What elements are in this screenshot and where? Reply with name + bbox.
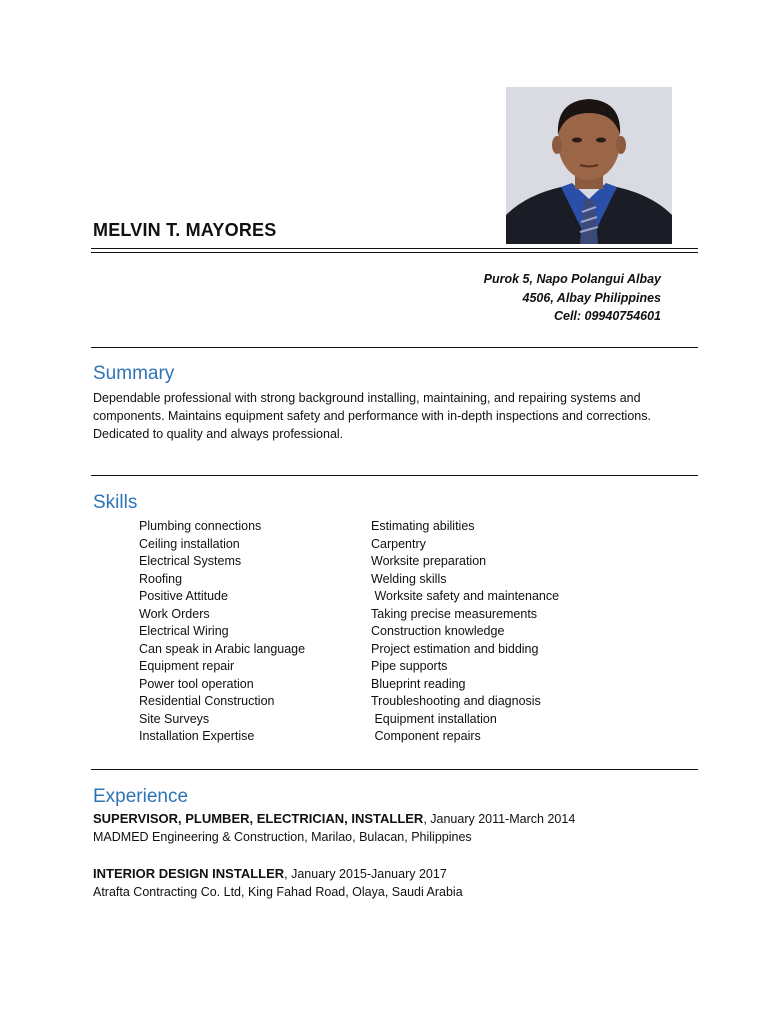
skill-item: Construction knowledge	[371, 624, 505, 638]
summary-heading: Summary	[93, 363, 175, 384]
skill-item: Installation Expertise	[139, 729, 255, 743]
skills-heading: Skills	[93, 492, 138, 513]
skill-item: Estimating abilities	[371, 519, 475, 533]
skill-item: Blueprint reading	[371, 676, 466, 691]
skill-item: Project estimation and bidding	[371, 641, 539, 656]
skills-column-1	[139, 518, 305, 746]
skill-item: Ceiling installation	[139, 536, 240, 551]
job-entry-2	[93, 865, 463, 901]
skill-item: Pipe supports	[371, 659, 448, 673]
skill-item: Troubleshooting and diagnosis	[371, 694, 541, 708]
skill-item: Welding skills	[371, 571, 447, 586]
skill-item: Electrical Wiring	[139, 624, 229, 638]
job-entry-1	[93, 810, 575, 846]
skill-item: Power tool operation	[139, 676, 254, 691]
job-dates: , January 2011-March 2014	[423, 812, 576, 826]
header-divider-bottom	[91, 252, 698, 253]
skill-item: Carpentry	[371, 536, 426, 551]
skill-item: Can speak in Arabic language	[139, 641, 306, 656]
profile-photo-image	[506, 87, 672, 244]
skill-item: Positive Attitude	[139, 589, 228, 603]
job-title: SUPERVISOR, PLUMBER, ELECTRICIAN, INSTALLER	[93, 811, 424, 826]
skill-item: Equipment repair	[139, 659, 235, 673]
skill-item: Residential Construction	[139, 694, 275, 708]
address-line-1: Purok 5, Napo Polangui Albay	[483, 272, 661, 286]
profile-photo	[506, 87, 672, 244]
skill-item: Roofing	[139, 571, 183, 586]
experience-heading: Experience	[93, 786, 189, 807]
skill-item: Equipment installation	[371, 711, 497, 726]
job-company: MADMED Engineering & Construction, Marilao, Bulacan, Philippines	[93, 830, 472, 844]
summary-divider	[91, 347, 698, 348]
skill-item: Taking precise measurements	[371, 606, 538, 621]
skill-item: Electrical Systems	[139, 554, 242, 568]
skill-item: Worksite safety and maintenance	[371, 589, 560, 603]
phone-line: Cell: 09940754601	[553, 309, 661, 323]
skill-item: Component repairs	[371, 729, 481, 743]
skill-item: Site Surveys	[139, 711, 210, 726]
skills-column-2	[371, 518, 559, 746]
summary-text: Dependable professional with strong background installing, maintaining, and repairing systems and components. Maintains equipment safety and performance with in-depth inspections and corrections. Dedicated to quality and always professional.	[93, 391, 651, 441]
applicant-name: MELVIN T. MAYORES	[93, 220, 277, 240]
skill-item: Plumbing connections	[139, 519, 262, 533]
skill-item: Worksite preparation	[371, 554, 487, 568]
header-divider-top	[91, 248, 698, 249]
experience-divider	[91, 769, 698, 770]
contact-block	[484, 270, 661, 326]
job-dates: , January 2015-January 2017	[284, 867, 447, 881]
address-line-2: 4506, Albay Philippines	[522, 290, 661, 305]
skills-divider	[91, 475, 698, 476]
job-title: INTERIOR DESIGN INSTALLER	[93, 866, 285, 881]
job-company: Atrafta Contracting Co. Ltd, King Fahad Road, Olaya, Saudi Arabia	[93, 885, 463, 899]
skill-item: Work Orders	[139, 606, 210, 621]
